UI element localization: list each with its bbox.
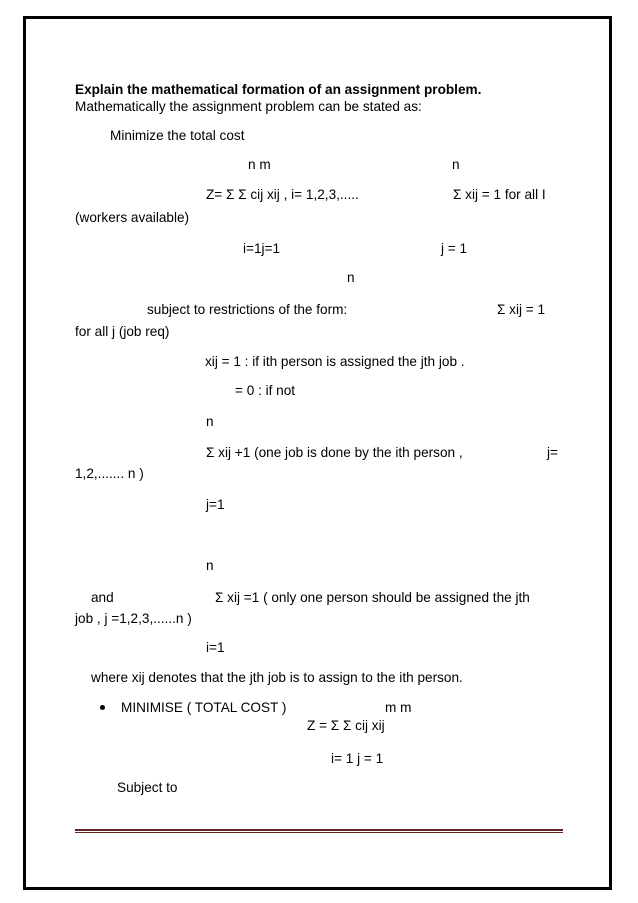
sequence-n: 1,2,....... n ) [75, 466, 144, 481]
upper-limit-m-m: m m [385, 700, 412, 715]
job-sequence: job , j =1,2,3,......n ) [75, 611, 192, 626]
one-person-constraint: Σ xij =1 ( only one person should be assigned the jth [215, 590, 530, 605]
subject-restrictions: subject to restrictions of the form: [147, 302, 348, 317]
intro-text: Mathematically the assignment problem can be stated as: [75, 99, 422, 114]
lower-limit-i1j1: i=1j=1 [243, 241, 281, 256]
where-text: where xij denotes that the jth job is to assign to the ith person. [91, 670, 463, 685]
for-all-j: for all j (job req) [75, 324, 170, 339]
and-text: and [91, 590, 114, 605]
upper-limit-n3: n [206, 558, 214, 573]
footer-rule [75, 829, 563, 831]
sum-xij-constraint: Σ xij = 1 [497, 302, 546, 317]
lower-limit-j1: j = 1 [441, 241, 468, 256]
lower-limit-j1b: j=1 [206, 497, 225, 512]
one-job-constraint: Σ xij +1 (one job is done by the ith person , [206, 445, 463, 460]
bullet-icon [100, 705, 105, 710]
upper-limit-n2: n [206, 414, 214, 429]
j-equals: j= [547, 445, 558, 460]
lower-limit-i1j1b: i= 1 j = 1 [331, 751, 384, 766]
xij-assigned: xij = 1 : if ith person is assigned the jth job . [205, 354, 465, 369]
worker-constraint: Σ xij = 1 for all I [453, 187, 546, 202]
lower-limit-i1: i=1 [206, 640, 225, 655]
xij-not: = 0 : if not [235, 383, 296, 398]
objective-function: Z= Σ Σ cij xij , i= 1,2,3,..... [206, 187, 359, 202]
subject-to: Subject to [117, 780, 178, 795]
objective-function-2: Z = Σ Σ cij xij [307, 718, 385, 733]
upper-limit-n-right: n [452, 157, 460, 172]
heading: Explain the mathematical formation of an assignment problem. [75, 82, 482, 97]
workers-available: (workers available) [75, 210, 190, 225]
minimise-total-cost: MINIMISE ( TOTAL COST ) [121, 700, 287, 715]
footer-rule-thin [75, 832, 563, 833]
upper-limit-n-mid: n [347, 270, 355, 285]
minimize-text: Minimize the total cost [110, 128, 245, 143]
upper-limit-n-m: n m [248, 157, 271, 172]
